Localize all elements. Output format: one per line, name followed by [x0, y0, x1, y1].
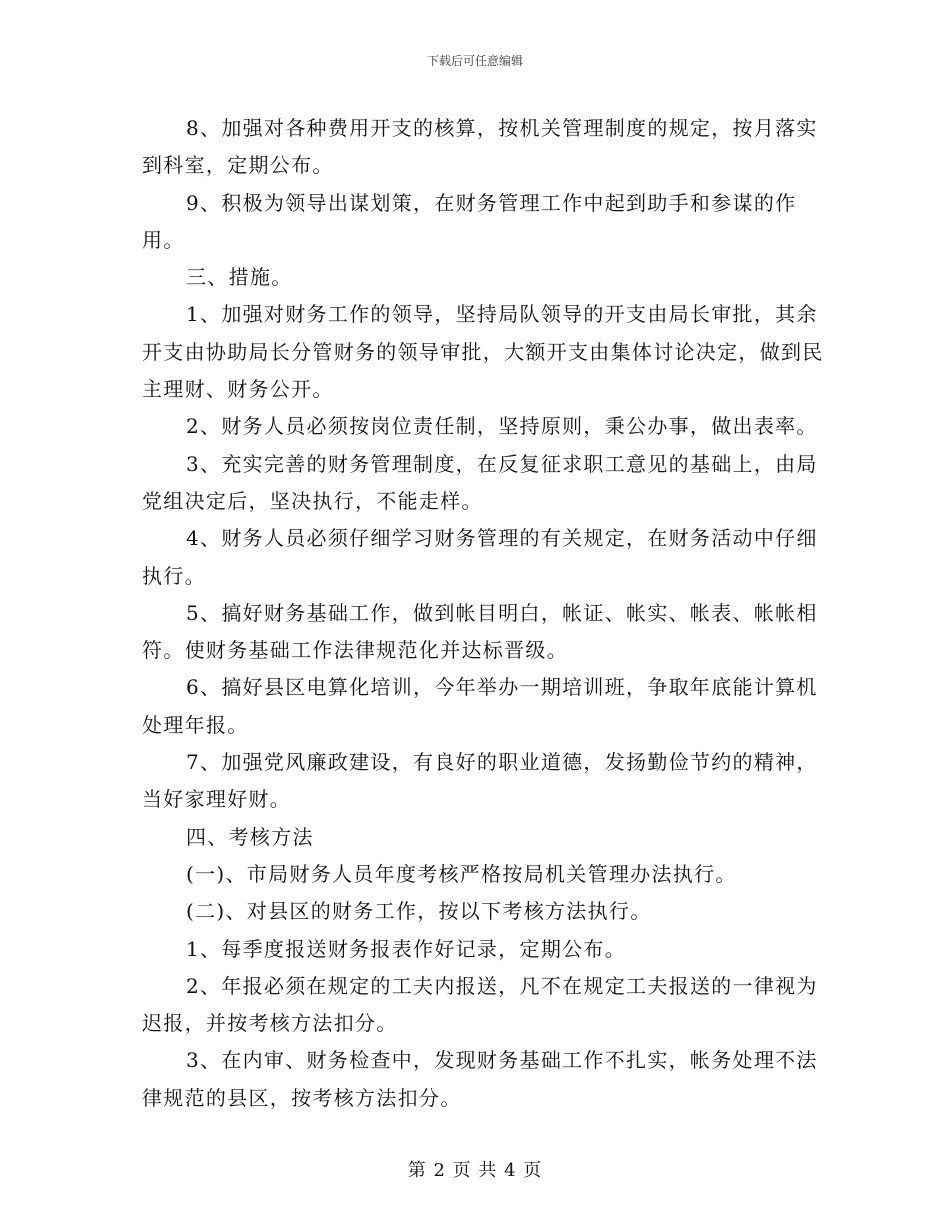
paragraph-rule-1: 1、每季度报送财务报表作好记录，定期公布。 [186, 936, 627, 961]
paragraph-item-8: 8、加强对各种费用开支的核算，按机关管理制度的规定，按月落实到科室，定期公布。 [142, 116, 818, 178]
paragraph-measure-4: 4、财务人员必须仔细学习财务管理的有关规定，在财务活动中仔细执行。 [142, 526, 818, 588]
paragraph-assessment-1: (一)、市局财务人员年度考核严格按局机关管理办法执行。 [186, 861, 737, 886]
section-heading-assessment: 四、考核方法 [186, 824, 314, 849]
paragraph-measure-6: 6、搞好县区电算化培训，今年举办一期培训班，争取年底能计算机处理年报。 [142, 675, 818, 737]
page-number-footer: 第 2 页 共 4 页 [407, 1160, 543, 1181]
paragraph-assessment-2: (二)、对县区的财务工作，按以下考核方法执行。 [186, 899, 652, 924]
section-heading-measures: 三、措施。 [186, 265, 293, 290]
paragraph-measure-3: 3、充实完善的财务管理制度，在反复征求职工意见的基础上，由局党组决定后，坚决执行，不能走样。 [142, 451, 818, 513]
paragraph-measure-1: 1、加强对财务工作的领导，坚持局队领导的开支由局长审批，其余开支由协助局长分管财务的领导审批，大额开支由集体讨论决定，做到民主理财、财务公开。 [142, 302, 824, 402]
paragraph-item-9: 9、积极为领导出谋划策，在财务管理工作中起到助手和参谋的作用。 [142, 190, 797, 252]
document-body [142, 110, 832, 1117]
paragraph-rule-3: 3、在内审、财务检查中，发现财务基础工作不扎实，帐务处理不法律规范的县区，按考核方法扣分。 [142, 1048, 818, 1110]
paragraph-measure-7: 7、加强党风廉政建设，有良好的职业道德，发扬勤俭节约的精神，当好家理好财。 [142, 750, 818, 812]
page-header-note: 下载后可任意编辑 [426, 54, 523, 68]
paragraph-measure-5: 5、搞好财务基础工作，做到帐目明白，帐证、帐实、帐表、帐帐相符。使财务基础工作法律规范化并达标晋级。 [142, 600, 818, 663]
paragraph-measure-2: 2、财务人员必须按岗位责任制，坚持原则，秉公办事，做出表率。 [186, 414, 818, 439]
paragraph-rule-2: 2、年报必须在规定的工夫内报送，凡不在规定工夫报送的一律视为迟报，并按考核方法扣分。 [142, 973, 818, 1036]
